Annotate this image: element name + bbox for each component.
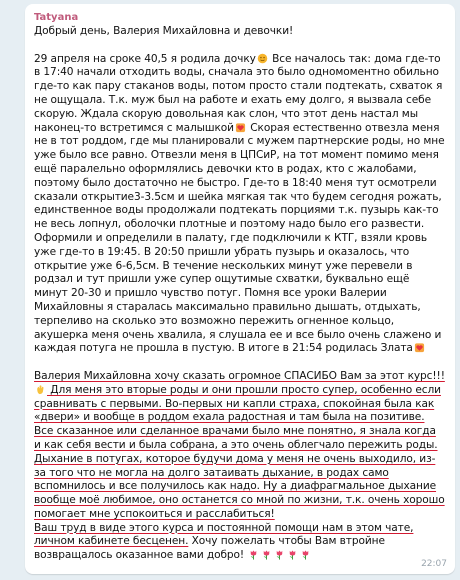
story-text-1: 29 апреля на сроке 40,5 я родила дочку: [34, 52, 256, 65]
heart-ribbon-emoji-icon: [414, 342, 425, 353]
tulip-emoji-icon: [287, 549, 298, 560]
thanks-paragraph: [34, 370, 445, 563]
thanks-text-3: Ваш труд в виде этого курса и постоянной помощи нам в этом чате, личном кабинете бесценен.: [34, 521, 414, 548]
thanks-text-1: Валерия Михайловна хочу сказать огромное СПАСИБО Вам за этот курс!!!: [34, 369, 445, 382]
tulip-emoji-icon: [300, 549, 311, 560]
waving-hand-emoji-icon: [35, 384, 46, 395]
story-paragraph: [34, 53, 445, 357]
story-text-3: Скорая естественно отвезла меня не в тот роддом, где мы планировали с мужем партнерские роды, но мне уже было все равно. Отвезли меня в ЦПСиР, на тот момент помимо меня ещё паралельно оформлялись девочки кто в родах, кто с жалобами, поэтому было достаточно не быстро. Где-то в 18:40 меня тут осмотрели сказали открытие3-3.5см и шейка мягкая так что будем сегодня рожать, единственное воды продолжали подтекать порциями т.к. пузырь как-то не весь лопнул, оболочки плотные и поэтому надо было его развести. Оформили и определили в палату, где подключили к КТГ, взяли кровь уже где-то в 19:45. В 20:50 пришли убрать пузырь и оказалось, что открытие уже 6-6,5см. В течение нескольких минут уже перевели в родзал и тут пришли уже супер ощутимые схватки, буквально ещё минут 20-30 и пришло чувство потуг. Помня все уроки Валерии Михайловны я старалась максимально правильно дышать, отдыхать, терпеливо на сколько это возможно пережить огненное кольцо, акушерка меня очень хвалила, я слушала ее и все было очень слажено и каждая потуга не прошла в пустую. В итоге в 21:54 родилась Злата: [34, 121, 445, 355]
message-body: [34, 25, 445, 563]
sender-name[interactable]: Tatyana: [34, 12, 79, 23]
greeting-text: Добрый день, Валерия Михайловна и девочки!: [34, 25, 294, 37]
thanks-text-4: Хочу пожелать чтобы Вам втройне возвращалось оказанное вами добро!: [34, 535, 385, 562]
story-text-2: Все началось так: дома где-то в 17:40 начали отходить воды, сначала это было одномоментно обильно где-то как пару стаканов воды, потом просто стали подтекать, схваток я не ощущала. Т.к. муж был на работе и ехать ему долго, я вызвала себе скорую. Ждала скорую довольная как слон, что этот день настал мы наконец-то встретимся с малышкой: [34, 52, 443, 134]
greeting-paragraph: [34, 25, 445, 39]
tulip-emoji-icon: [261, 549, 272, 560]
tulip-emoji-icon: [248, 549, 259, 560]
tulip-emoji-icon: [274, 549, 285, 560]
message-bubble[interactable]: [25, 4, 455, 574]
thanks-text-2: Для меня это вторые роды и они прошли просто супер, особенно если сравнивать с первыми. Во-первых ни капли страха, спокойная была как «двери» и вообще в роддом ехала радостная и там была на позитиве. Все сказанное или сделанное врачами было мне понятно, я знала когда и как себя вести и была собрана, а это очень облегчало пережить роды. Дыхание в потугах, которое будучи дома у меня не очень выходило, из-за того что не могла на долго затаивать дыхание, в родах само вспомнилось и все получилось как надо. Ну а диафрагмальное дыхание вообще моё любимое, оно останется со мной по жизни, т.к. очень хорошо помогает мне успокоиться и расслабиться!: [34, 383, 445, 520]
heart-ribbon-emoji-icon: [235, 122, 246, 133]
message-timestamp: 22:07: [421, 559, 447, 569]
sun-face-emoji-icon: [257, 53, 268, 64]
